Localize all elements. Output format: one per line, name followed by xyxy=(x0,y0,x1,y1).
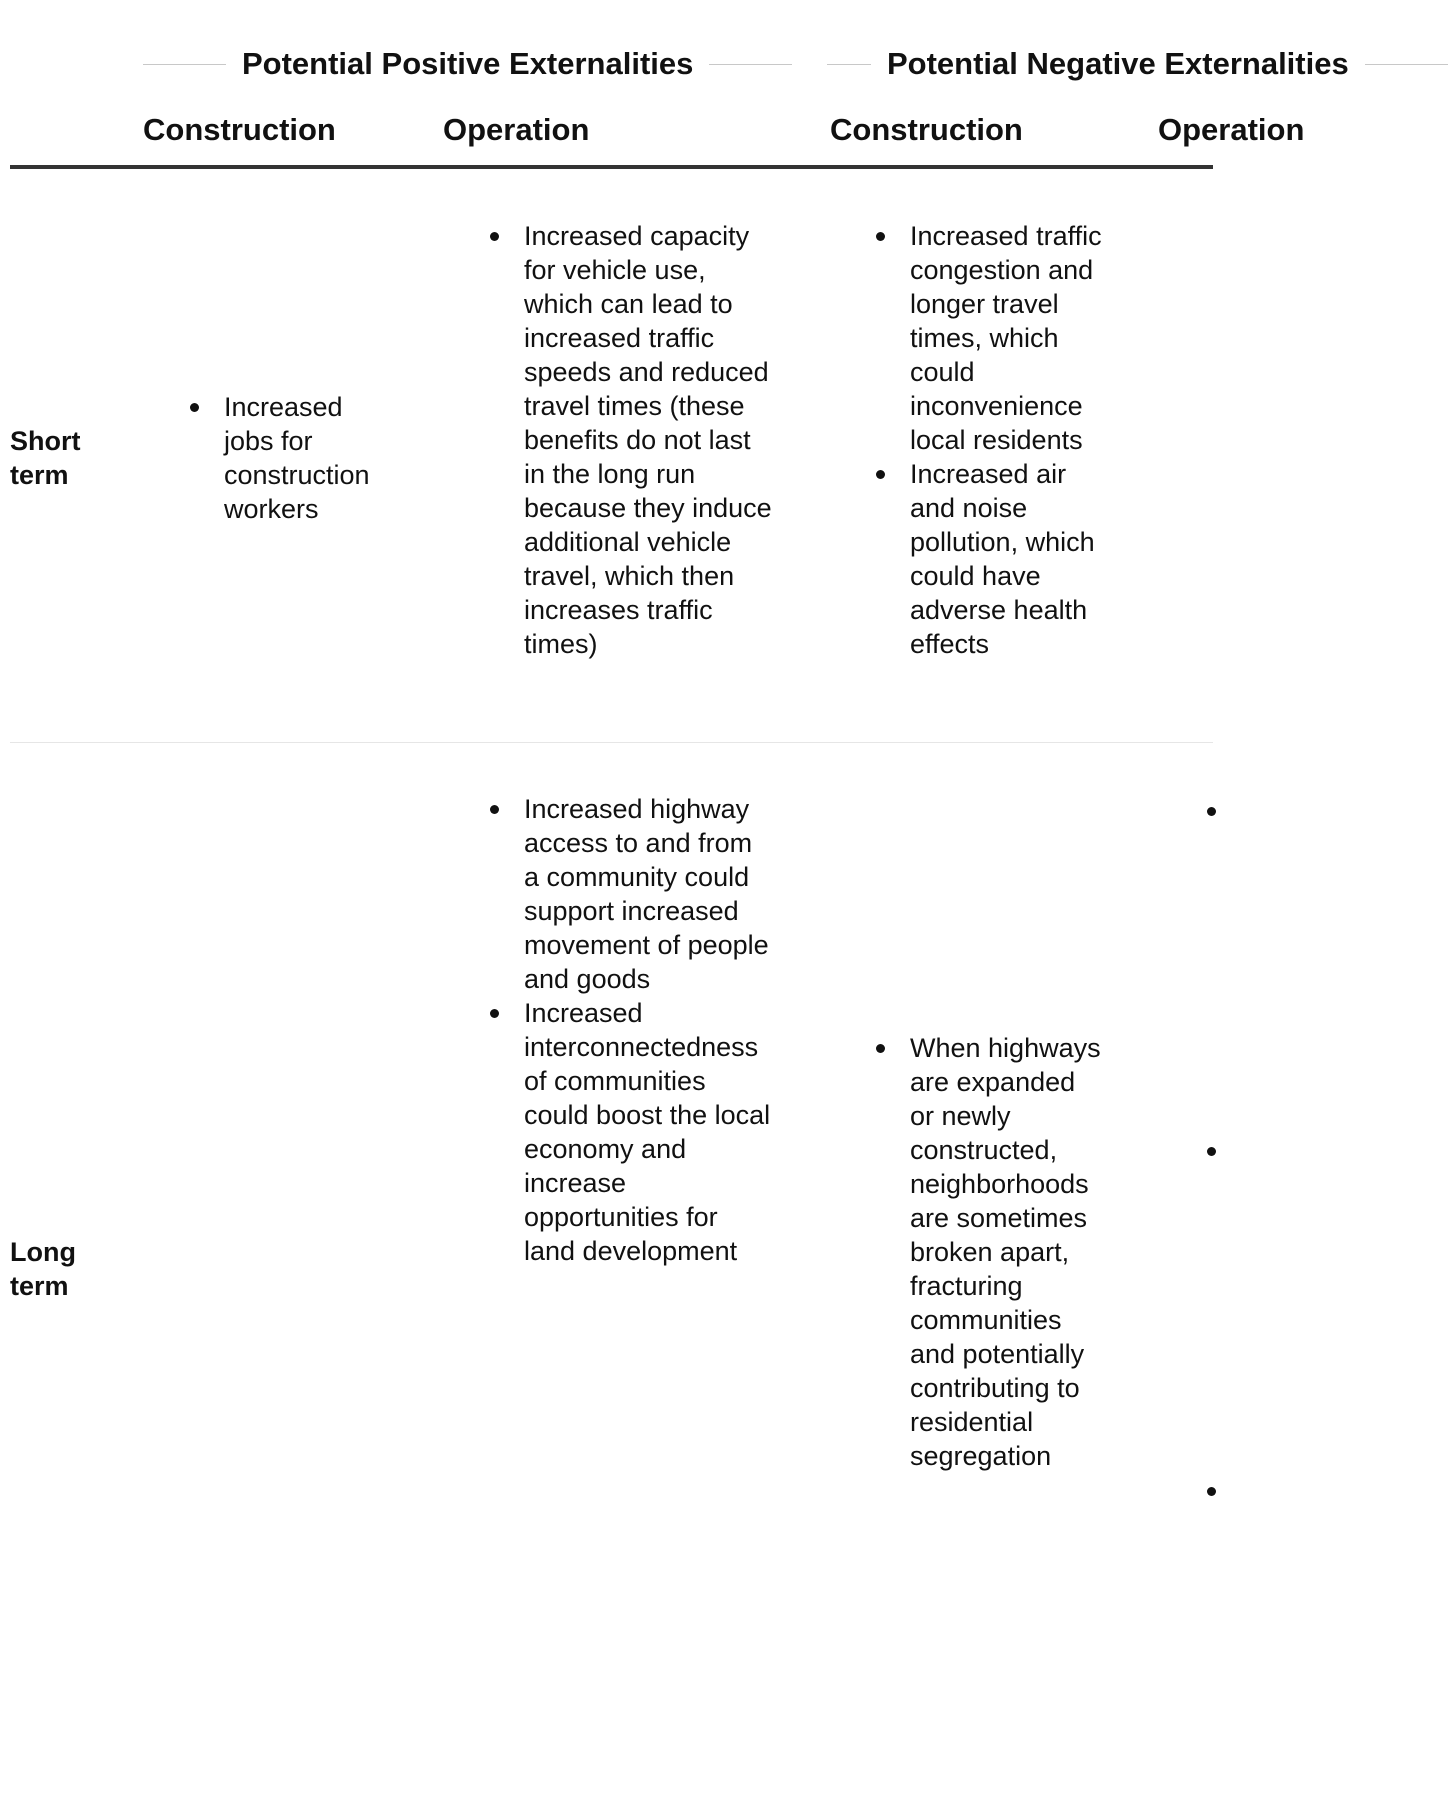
group-rule-left xyxy=(143,64,226,65)
col-header-negative-operation: Operation xyxy=(1158,112,1305,147)
group-header-positive xyxy=(143,44,792,84)
cell-short-positive-construction xyxy=(182,390,397,526)
clipped-bullet xyxy=(1207,1147,1216,1156)
group-rule-right xyxy=(1365,64,1448,65)
list-item: Increased air and noise pollution, which could have adverse health effects xyxy=(868,457,1103,661)
group-rule-left xyxy=(827,64,871,65)
group-label-negative: Potential Negative Externalities xyxy=(887,46,1349,81)
list-item: Increased capacity for vehicle use, which can lead to increased traffic speeds and reduced travel times (these benefits do not last in the long run because they induce additional vehicle travel, which then increases traffic times) xyxy=(482,219,772,661)
row-divider xyxy=(10,742,1213,743)
group-label-positive: Potential Positive Externalities xyxy=(242,46,694,81)
cell-short-negative-construction xyxy=(868,219,1103,661)
list-item: Increased jobs for construction workers xyxy=(182,390,397,526)
col-header-positive-operation: Operation xyxy=(443,112,590,147)
list-item: Increased traffic congestion and longer travel times, which could inconvenience local residents xyxy=(868,219,1103,457)
col-header-negative-construction: Construction xyxy=(830,112,1023,147)
clipped-bullet xyxy=(1207,807,1216,816)
row-label-short-term: Short term xyxy=(10,426,81,490)
list-item: When highways are expanded or newly constructed, neighborhoods are sometimes broken apart, fracturing communities and potentially contributing to residential segregation xyxy=(868,1031,1103,1473)
col-header-positive-construction: Construction xyxy=(143,112,336,147)
clipped-bullet xyxy=(1207,1487,1216,1496)
group-rule-right xyxy=(709,64,792,65)
cell-long-negative-construction xyxy=(868,1031,1103,1473)
list-item: Increased highway access to and from a community could support increased movement of people and goods xyxy=(482,792,772,996)
group-header-negative xyxy=(827,44,1448,84)
list-item: Increased interconnectedness of communities could boost the local economy and increase opportunities for land development xyxy=(482,996,772,1268)
row-label-long-term: Long term xyxy=(10,1237,76,1301)
header-rule xyxy=(10,165,1213,169)
cell-long-positive-operation xyxy=(482,792,772,1268)
cell-short-positive-operation xyxy=(482,219,772,661)
